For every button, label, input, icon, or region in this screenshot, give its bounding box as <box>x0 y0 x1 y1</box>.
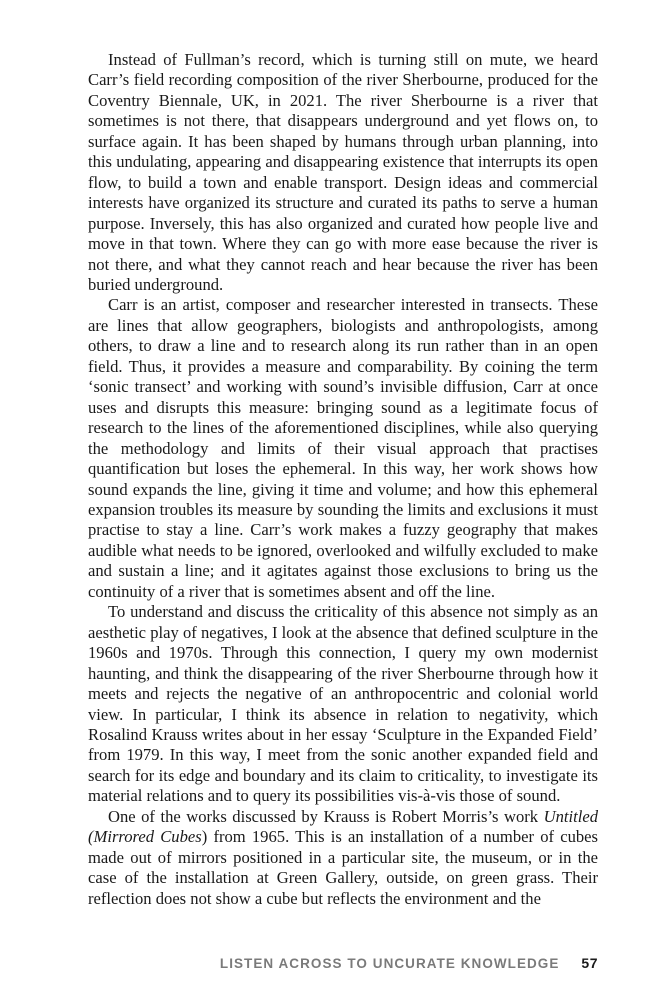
page-number: 57 <box>581 955 598 971</box>
paragraph-2-text: Carr is an artist, composer and researcher interested in transects. These are lines that allow geographers, biologists and anthropologists, among others, to draw a line and to research along its run rather than in an open field. Thus, it provides a measure and comparability. By coining the term ‘sonic transect’ and working with sound’s invisible diffusion, Carr at once uses and disrupts this measure: bringing sound as a legitimate focus of research to the lines of the aforementioned disciplines, while also querying the methodology and limits of their visual approach that practises quantification but loses the ephemeral. In this way, her work shows how sound expands the line, giving it time and volume; and how this ephemeral expansion troubles its measure by sounding the limits and exclusions it must practise to stay a line. Carr’s work makes a fuzzy geography that makes audible what needs to be ignored, overlooked and wilfully excluded to make and sustain a line; and it agitates against those exclusions to bring us the continuity of a river that is sometimes absent and off the line. <box>88 295 598 601</box>
page-footer <box>88 955 598 971</box>
paragraph-4-text-start: One of the works discussed by Krauss is Robert Morris’s work <box>108 806 544 826</box>
paragraph-3 <box>88 602 598 807</box>
running-title: LISTEN ACROSS TO UNCURATE KNOWLEDGE <box>219 956 560 971</box>
paragraph-3-text: To understand and discuss the criticality of this absence not simply as an aesthetic play of negatives, I look at the absence that defined sculpture in the 1960s and 1970s. Through this connection, I query my own modernist haunting, and think the disappearing of the river Sherbourne through how it meets and rejects the negative of an anthropocentric and colonial world view. In particular, I think its absence in relation to negativity, which Rosalind Krauss writes about in her essay ‘Sculpture in the Expanded Field’ from 1979. In this way, I meet from the sonic another expanded field and search for its edge and boundary and its claim to criticality, to investigate its material relations and to query its possibilities vis-à-vis those of sound. <box>88 602 598 806</box>
paragraph-1-text: Instead of Fullman’s record, which is turning still on mute, we heard Carr’s field recording composition of the river Sherbourne, produced for the Coventry Biennale, UK, in 2021. The river Sherbourne is a river that sometimes is not there, that disappears underground and yet flows on, to surface again. It has been shaped by humans through urban planning, into this undulating, appearing and disappearing existence that interrupts its open flow, to build a town and enable transport. Design ideas and commercial interests have organized its structure and curated its paths to serve a human purpose. Inversely, this has also organized and curated how people live and move in that town. Where they can go with more ease because the river is not there, and what they cannot reach and hear because the river has been buried underground. <box>88 50 598 294</box>
artwork-title: Untitled (Mirrored Cubes <box>88 806 598 847</box>
paragraph-2 <box>88 295 598 602</box>
paragraph-4-text-end: ) from 1965. This is an installation of a number of cubes made out of mirrors positioned in a particular site, the museum, or in the case of the installation at Green Gallery, outside, on green grass. Their reflection does not show a cube but reflects the environment and the <box>88 827 598 908</box>
paragraph-4 <box>88 807 598 909</box>
body-text <box>88 50 598 909</box>
paragraph-1 <box>88 50 598 295</box>
